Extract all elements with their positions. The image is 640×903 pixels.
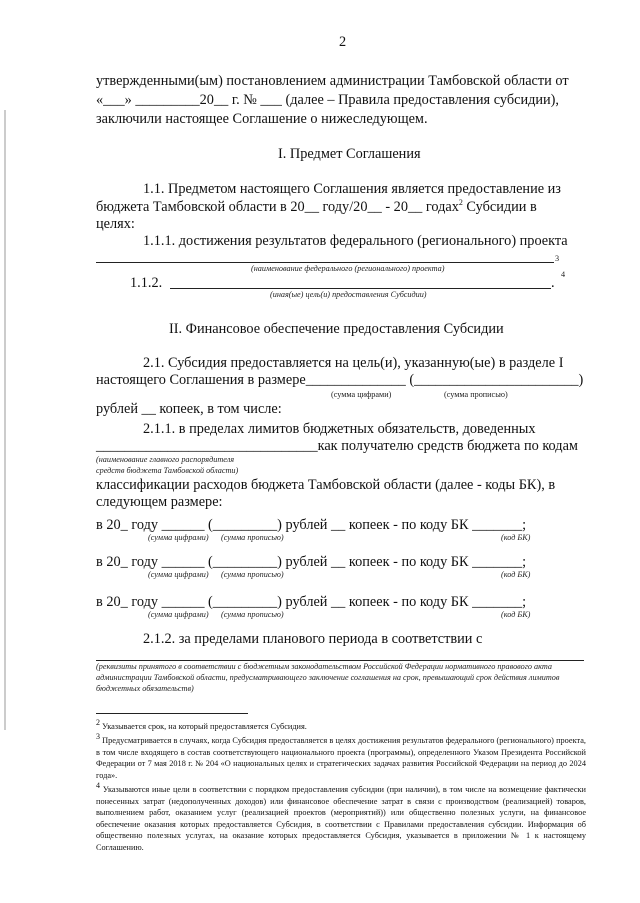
item-2-1-1-line3: классификации расходов бюджета Тамбовской области (далее - коды БК), в	[96, 477, 556, 493]
section-1-p1-line2-text: бюджета Тамбовской области в 20__ году/20__ - 20__ годах	[96, 199, 459, 215]
item-1-1-2-period: .	[551, 275, 555, 291]
page-number: 2	[339, 34, 347, 50]
item-2-1-line2: настоящего Соглашения в размере______________ (_______________________)	[96, 372, 584, 388]
year-row-2-caption-words: (сумма прописью)	[221, 570, 284, 579]
item-2-1-1-caption-1: (наименование главного распорядителя	[96, 455, 235, 464]
item-2-1-line3: рублей __ копеек, в том числе:	[96, 401, 282, 417]
footnote-ref-2: 2	[458, 198, 463, 208]
section-1-p1-line1: 1.1. Предметом настоящего Соглашения является предоставление из	[143, 181, 561, 197]
year-row-2-caption-digits: (сумма цифрами)	[148, 570, 209, 579]
year-row-1-caption-digits: (сумма цифрами)	[148, 533, 209, 542]
year-row-3-caption-code: (код БК)	[501, 610, 531, 619]
item-1-1-1-caption: (наименование федерального (регионального) проекта)	[251, 264, 445, 273]
item-2-1-2: 2.1.2. за пределами планового периода в соответствии с	[143, 631, 483, 647]
item-1-1-2-label: 1.1.2.	[130, 275, 163, 291]
footnote-2	[96, 718, 586, 733]
intro-line-3: заключили настоящее Соглашение о нижеследующем.	[96, 111, 428, 127]
section-1-p1-line2-tail: Субсидии в	[462, 199, 537, 215]
item-2-1-caption-digits: (сумма цифрами)	[331, 390, 392, 399]
section-1-title: I. Предмет Соглашения	[278, 146, 421, 162]
footnote-3	[96, 732, 587, 781]
footnote-2-text: Указывается срок, на который предоставляется Субсидия.	[102, 722, 307, 731]
intro-line-2: «___» _________20__ г. № ___ (далее – Правила предоставления субсидии),	[96, 92, 560, 108]
item-2-1-caption-words: (сумма прописью)	[444, 390, 508, 399]
year-row-3-caption-digits: (сумма цифрами)	[148, 610, 209, 619]
year-row-3: в 20_ году ______ (_________) рублей __ копеек - по коду БК _______;	[96, 594, 527, 610]
footnote-4-num: 4	[96, 781, 100, 791]
item-2-1-line1: 2.1. Субсидия предоставляется на цель(и), указанную(ые) в разделе I	[143, 355, 564, 371]
item-1-1-2-caption: (иная(ые) цель(и) предоставления Субсидии)	[270, 290, 427, 299]
footnote-3-num: 3	[96, 732, 100, 742]
item-2-1-1-line1: 2.1.1. в пределах лимитов бюджетных обязательств, доведенных	[143, 421, 536, 437]
footnote-3-text: Предусматривается в случаях, когда Субсидия предоставляется в целях достижения результатов федерального (регионального) проекта, в том числе входящего в состав соответствующего национального проекта (программы), определенного Указом Президента Российской Федерации от 7 мая 2018 г. № 204 «О национальных целях и стратегических задачах развития Российской Федерации на период до 2024 года».	[96, 736, 587, 780]
footnote-ref-4: 4	[561, 270, 566, 279]
footnote-4-text: Указываются иные цели в соответствии с порядком предоставления субсидии (при наличии), в том числе на возмещение фактически понесенных затрат (недополученных доходов) или финансовое обеспечение затрат в связи с производством (реализацией) товаров, выполнением работ, оказанием услуг (реализацией проектов (мероприятий)) или общественно полезных услуги, на финансовое обеспечение оказания которых предоставляется Субсидия, в соответствии с Правилами предоставления субсидии. Информация об общественно полезных услугах, на оказание которых предоставляется Субсидия, указывается в приложении № 1 к настоящему Соглашению.	[96, 785, 586, 852]
year-row-3-caption-words: (сумма прописью)	[221, 610, 284, 619]
section-1-p1-line2	[96, 198, 537, 216]
section-1-p1-line3: целях:	[96, 216, 135, 232]
item-2-1-1-line2: _______________________________как получателю средств бюджета по кодам	[96, 438, 578, 454]
item-2-1-1-caption-2: средств бюджета Тамбовской области)	[96, 466, 239, 475]
item-2-1-2-caption: (реквизиты принятого в соответствии с бюджетным законодательством Российской Федерации нормативного правового акта администрации Тамбовской области, предусматривающего заключение соглашения на срок, превышающий срок действия лимитов бюджетных обязательств)	[96, 662, 560, 693]
scan-edge-mark	[4, 110, 6, 730]
footnote-separator	[96, 713, 248, 714]
item-1-1-2-fill-line	[170, 288, 551, 289]
item-2-1-1-line4: следующем размере:	[96, 494, 223, 510]
year-row-1: в 20_ году ______ (_________) рублей __ копеек - по коду БК _______;	[96, 517, 527, 533]
year-row-2: в 20_ году ______ (_________) рублей __ копеек - по коду БК _______;	[96, 554, 527, 570]
item-2-1-2-fill-line	[96, 660, 584, 661]
footnote-ref-3: 3	[555, 254, 560, 263]
intro-line-1: утвержденными(ым) постановлением администрации Тамбовской области от	[96, 73, 569, 89]
section-2-title: II. Финансовое обеспечение предоставления Субсидии	[169, 321, 504, 337]
year-row-1-caption-words: (сумма прописью)	[221, 533, 284, 542]
year-row-1-caption-code: (код БК)	[501, 533, 531, 542]
item-1-1-1-fill-line	[96, 262, 554, 263]
footnote-2-num: 2	[96, 718, 100, 728]
year-row-2-caption-code: (код БК)	[501, 570, 531, 579]
footnote-4	[96, 781, 586, 854]
item-1-1-1: 1.1.1. достижения результатов федерального (регионального) проекта	[143, 233, 568, 249]
